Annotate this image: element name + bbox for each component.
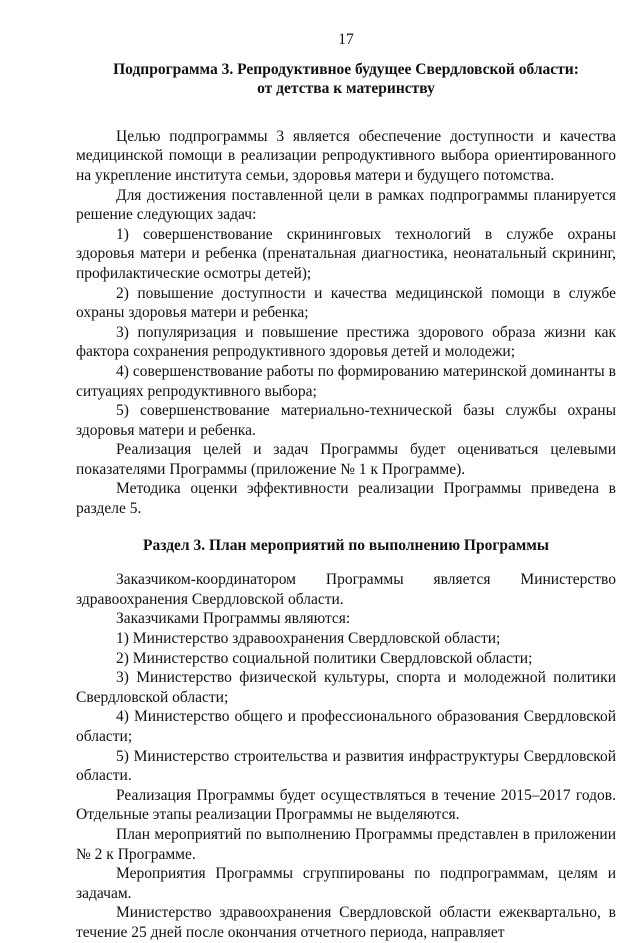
- list-item-task-3: 3) популяризация и повышение престижа здорового образа жизни как фактора сохранения репродуктивного здоровья детей и молодежи;: [76, 323, 616, 361]
- list-item-customer-1: 1) Министерство здравоохранения Свердловской области;: [116, 630, 501, 648]
- list-item-customer-4: 4) Министерство общего и профессионального образования Свердловской области;: [76, 708, 616, 745]
- list-item-task-5: 5) совершенствование материально-технической базы службы охраны здоровья матери и ребенка.: [76, 402, 616, 439]
- list-item-customer-5: 5) Министерство строительства и развития инфраструктуры Свердловской области.: [76, 747, 616, 785]
- paragraph-reporting: Министерство здравоохранения Свердловской области ежеквартально, в течение 25 дней после окончания отчетного периода, направляет: [76, 904, 616, 941]
- subprogram-heading-line-2: от детства к материнству: [257, 80, 435, 98]
- subprogram-heading: [76, 60, 616, 99]
- list-item-task-4: 4) совершенствование работы по формированию материнской доминанты в ситуациях репродуктивного выбора;: [76, 362, 616, 400]
- subprogram-heading-line-1: Подпрограмма 3. Репродуктивное будущее Свердловской области:: [113, 60, 579, 78]
- paragraph-tasks-intro: Для достижения поставленной цели в рамках подпрограммы планируется решение следующих задач:: [76, 186, 616, 224]
- paragraph-grouping: Мероприятия Программы сгруппированы по подпрограммам, целям и задачам.: [76, 865, 616, 902]
- section-body: [76, 570, 616, 942]
- section-heading: Раздел 3. План мероприятий по выполнению Программы: [143, 536, 549, 554]
- page-number: 17: [338, 31, 354, 48]
- paragraph-coordinator: Заказчиком-координатором Программы является Министерство здравоохранения Свердловской области.: [76, 571, 616, 608]
- paragraph-indicators: Реализация целей и задач Программы будет оцениваться целевыми показателями Программы (приложение № 1 к Программе).: [76, 441, 616, 478]
- paragraph-methodology: Методика оценки эффективности реализации Программы приведена в разделе 5.: [76, 480, 616, 518]
- paragraph-action-plan: План мероприятий по выполнению Программы представлен в приложении № 2 к Программе.: [76, 825, 616, 863]
- document-page: [76, 30, 616, 943]
- paragraph-implementation-period: Реализация Программы будет осуществляться в течение 2015–2017 годов. Отдельные этапы реализации Программы не выделяются.: [76, 786, 616, 824]
- paragraph-goal: Целью подпрограммы 3 является обеспечение доступности и качества медицинской помощи в реализации репродуктивного выбора ориентированного на укрепление института семьи, здоровья матери и будущего потомства.: [76, 127, 616, 184]
- list-item-customer-2: 2) Министерство социальной политики Свердловской области;: [116, 649, 533, 667]
- subprogram-body: [76, 127, 616, 519]
- paragraph-customers-intro: Заказчиками Программы являются:: [116, 610, 351, 628]
- list-item-customer-3: 3) Министерство физической культуры, спорта и молодежной политики Свердловской области;: [76, 669, 616, 706]
- list-item-task-2: 2) повышение доступности и качества медицинской помощи в службе охраны здоровья матери и ребенка;: [76, 284, 616, 322]
- list-item-task-1: 1) совершенствование скрининговых технологий в службе охраны здоровья матери и ребенка (пренатальная диагностика, неонатальный скрининг, профилактические осмотры детей);: [76, 225, 616, 282]
